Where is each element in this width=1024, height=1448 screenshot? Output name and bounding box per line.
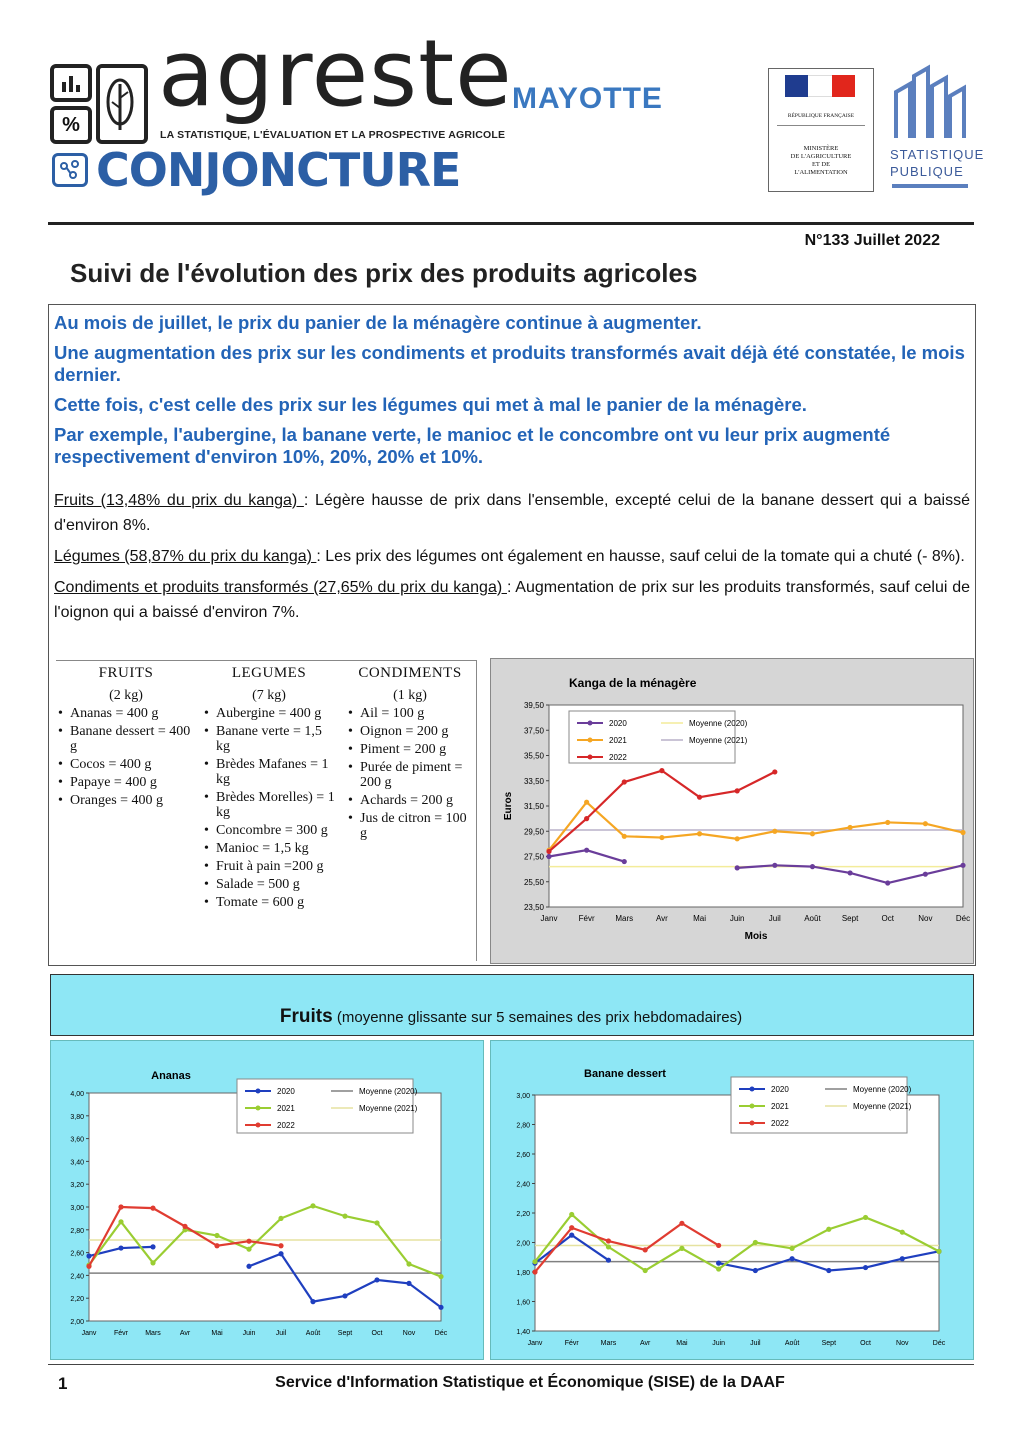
x-tick-label: Mars bbox=[615, 914, 634, 923]
y-tick-label: 3,60 bbox=[70, 1136, 84, 1144]
x-tick-label: Août bbox=[784, 1340, 800, 1347]
data-point bbox=[789, 1256, 794, 1261]
x-tick-label: Janv bbox=[81, 1330, 97, 1337]
data-point bbox=[278, 1251, 283, 1256]
data-point bbox=[936, 1249, 941, 1254]
legend-marker bbox=[588, 721, 593, 726]
legend-marker bbox=[256, 1089, 261, 1094]
y-tick-label: 1,80 bbox=[516, 1270, 530, 1277]
y-tick-label: 3,20 bbox=[70, 1182, 84, 1190]
data-point bbox=[606, 1238, 611, 1243]
data-point bbox=[569, 1233, 574, 1238]
data-point bbox=[863, 1215, 868, 1220]
network-icon bbox=[52, 153, 88, 187]
data-point bbox=[697, 831, 702, 836]
data-point bbox=[679, 1246, 684, 1251]
data-point bbox=[960, 863, 965, 868]
fruits-section-title: Fruits (moyenne glissante sur 5 semaines des prix hebdomadaires) bbox=[279, 1006, 743, 1027]
data-point bbox=[772, 769, 777, 774]
x-tick-label: Mars bbox=[600, 1340, 617, 1347]
data-point bbox=[885, 880, 890, 885]
data-point bbox=[643, 1247, 648, 1252]
data-point bbox=[735, 836, 740, 841]
x-tick-label: Oct bbox=[371, 1330, 383, 1337]
data-point bbox=[278, 1243, 283, 1248]
basket-item: • Oignon = 200 g bbox=[360, 724, 474, 739]
legend-marker bbox=[256, 1106, 261, 1111]
data-point bbox=[659, 768, 664, 773]
x-tick-label: Janv bbox=[527, 1340, 543, 1347]
basket-item: • Tomate = 600 g bbox=[216, 895, 336, 910]
legend-label: 2021 bbox=[771, 1102, 789, 1111]
y-tick-label: 37,50 bbox=[523, 726, 544, 736]
basket-col-weight: (1 kg) bbox=[393, 688, 427, 703]
x-tick-label: Déc bbox=[434, 1330, 448, 1337]
y-tick-label: 2,00 bbox=[70, 1319, 84, 1326]
y-tick-label: 23,50 bbox=[523, 903, 544, 912]
legend-marker bbox=[750, 1121, 755, 1126]
data-point bbox=[86, 1253, 91, 1258]
x-tick-label: Mai bbox=[676, 1340, 688, 1347]
y-tick-label: 2,80 bbox=[516, 1122, 530, 1130]
x-tick-label: Mai bbox=[693, 914, 706, 923]
data-point bbox=[826, 1268, 831, 1273]
data-point bbox=[374, 1220, 379, 1225]
lead-line: Au mois de juillet, le prix du panier de la ménagère continue à augmenter. bbox=[54, 312, 702, 333]
x-tick-label: Juil bbox=[768, 914, 781, 923]
legend-label: 2020 bbox=[609, 719, 627, 728]
basket-item: • Banane dessert = 400 g bbox=[70, 724, 196, 754]
legend-label: Moyenne (2021) bbox=[359, 1104, 418, 1113]
data-point bbox=[847, 870, 852, 875]
y-tick-label: 2,20 bbox=[70, 1296, 84, 1304]
x-tick-label: Avr bbox=[639, 1340, 651, 1347]
data-point bbox=[406, 1281, 411, 1286]
y-tick-label: 2,40 bbox=[516, 1181, 530, 1189]
basket-item: • Brèdes Morelles) = 1 kg bbox=[216, 790, 336, 820]
data-point bbox=[278, 1216, 283, 1221]
y-tick-label: 3,80 bbox=[70, 1113, 84, 1121]
basket-item: • Banane verte = 1,5 kg bbox=[216, 724, 336, 754]
basket-item: • Manioc = 1,5 kg bbox=[216, 841, 336, 856]
basket-col-weight: (2 kg) bbox=[109, 688, 143, 703]
x-tick-label: Janv bbox=[540, 914, 558, 923]
data-point bbox=[584, 800, 589, 805]
x-tick-label: Nov bbox=[918, 914, 933, 923]
data-point bbox=[246, 1247, 251, 1252]
data-point bbox=[606, 1244, 611, 1249]
basket-item: • Papaye = 400 g bbox=[70, 775, 196, 790]
data-point bbox=[622, 834, 627, 839]
y-tick-label: 4,00 bbox=[70, 1091, 84, 1098]
basket-item: • Salade = 500 g bbox=[216, 877, 336, 892]
basket-item: • Achards = 200 g bbox=[360, 793, 474, 808]
page-number: 1 bbox=[58, 1374, 68, 1393]
brand-name: agreste bbox=[158, 20, 513, 127]
data-point bbox=[606, 1258, 611, 1263]
chart-title: Ananas bbox=[151, 1070, 191, 1082]
basket-item: • Piment = 200 g bbox=[360, 742, 474, 757]
data-point bbox=[374, 1277, 379, 1282]
legend-label: Moyenne (2021) bbox=[689, 736, 748, 745]
data-point bbox=[214, 1243, 219, 1248]
basket-item: • Oranges = 400 g bbox=[70, 793, 196, 808]
basket-item: • Cocos = 400 g bbox=[70, 757, 196, 772]
data-point bbox=[772, 829, 777, 834]
legend-marker bbox=[750, 1104, 755, 1109]
lead-line: Cette fois, c'est celle des prix sur les légumes qui met à mal le panier de la ménagère. bbox=[54, 394, 807, 415]
x-tick-label: Déc bbox=[932, 1340, 946, 1347]
data-point bbox=[753, 1268, 758, 1273]
legend-label: 2022 bbox=[277, 1121, 295, 1130]
banane-chart-panel bbox=[490, 1040, 974, 1360]
legend-label: 2021 bbox=[609, 736, 627, 745]
lead-summary bbox=[54, 312, 970, 476]
x-tick-label: Févr bbox=[114, 1330, 128, 1337]
header-rule bbox=[48, 222, 974, 225]
banane-chart bbox=[491, 1041, 973, 1359]
data-point bbox=[810, 831, 815, 836]
x-tick-label: Nov bbox=[402, 1330, 416, 1337]
x-tick-label: Avr bbox=[655, 914, 668, 923]
data-point bbox=[923, 821, 928, 826]
data-point bbox=[810, 864, 815, 869]
x-tick-label: Sept bbox=[337, 1330, 353, 1337]
category-paragraphs bbox=[54, 488, 970, 631]
basket-item: • Ail = 100 g bbox=[360, 706, 474, 721]
y-tick-label: 1,60 bbox=[516, 1299, 530, 1307]
ananas-chart-panel bbox=[50, 1040, 484, 1360]
footer-text: Service d'Information Statistique et Économique (SISE) de la DAAF bbox=[275, 1374, 785, 1391]
data-point bbox=[735, 788, 740, 793]
x-tick-label: Oct bbox=[860, 1340, 871, 1347]
data-point bbox=[438, 1305, 443, 1310]
data-point bbox=[532, 1269, 537, 1274]
data-point bbox=[546, 849, 551, 854]
data-point bbox=[716, 1243, 721, 1248]
legend-label: 2022 bbox=[771, 1119, 789, 1128]
data-point bbox=[214, 1233, 219, 1238]
x-tick-label: Sept bbox=[841, 914, 859, 923]
series-name: CONJONCTURE bbox=[96, 143, 461, 197]
data-point bbox=[789, 1246, 794, 1251]
legend-marker bbox=[588, 738, 593, 743]
legend-marker bbox=[750, 1087, 755, 1092]
data-point bbox=[960, 830, 965, 835]
basket-condiments bbox=[346, 661, 474, 844]
x-tick-label: Juin bbox=[712, 1340, 726, 1347]
y-tick-label: 25,50 bbox=[523, 877, 544, 887]
data-point bbox=[622, 779, 627, 784]
basket-col-title: CONDIMENTS bbox=[358, 665, 462, 681]
basket-legumes bbox=[202, 661, 336, 913]
y-tick-label: 2,80 bbox=[70, 1227, 84, 1235]
data-point bbox=[885, 820, 890, 825]
x-tick-label: Mars bbox=[145, 1330, 161, 1337]
data-point bbox=[584, 816, 589, 821]
data-point bbox=[546, 854, 551, 859]
x-tick-label: Févr bbox=[578, 914, 595, 923]
stat-pub-label: STATISTIQUE PUBLIQUE bbox=[890, 147, 985, 179]
data-point bbox=[679, 1221, 684, 1226]
legend-marker bbox=[256, 1123, 261, 1128]
y-axis-label: Euros bbox=[503, 791, 514, 821]
data-point bbox=[584, 848, 589, 853]
x-tick-label: Sept bbox=[821, 1340, 837, 1347]
data-point bbox=[847, 825, 852, 830]
data-point bbox=[118, 1245, 123, 1250]
data-point bbox=[772, 863, 777, 868]
legend-label: 2021 bbox=[277, 1104, 295, 1113]
legend-label: Moyenne (2020) bbox=[359, 1087, 418, 1096]
brand-tagline: LA STATISTIQUE, L'ÉVALUATION ET LA PROSPECTIVE AGRICOLE bbox=[160, 129, 506, 141]
y-tick-label: 2,00 bbox=[516, 1240, 530, 1248]
kanga-chart bbox=[491, 659, 973, 963]
y-tick-label: 2,60 bbox=[516, 1152, 530, 1159]
legend-label: 2020 bbox=[277, 1087, 295, 1096]
basket-fruits bbox=[56, 661, 196, 811]
lead-line: Une augmentation des prix sur les condiments et produits transformés avait déjà été constatée, le mois dernier. bbox=[54, 342, 965, 385]
x-tick-label: Juil bbox=[275, 1330, 287, 1337]
data-point bbox=[900, 1230, 905, 1235]
republic-label: RÉPUBLIQUE FRANÇAISE bbox=[787, 113, 855, 119]
data-point bbox=[569, 1225, 574, 1230]
x-tick-label: Avr bbox=[179, 1330, 191, 1337]
legend-label: Moyenne (2020) bbox=[689, 719, 748, 728]
x-tick-label: Août bbox=[804, 914, 821, 923]
data-point bbox=[735, 865, 740, 870]
data-point bbox=[923, 872, 928, 877]
y-tick-label: 3,40 bbox=[70, 1159, 84, 1167]
basket-item: • Purée de piment = 200 g bbox=[360, 760, 474, 790]
basket-item: • Ananas = 400 g bbox=[70, 706, 196, 721]
issue-number: N°133 Juillet 2022 bbox=[804, 232, 940, 249]
x-tick-label: Févr bbox=[564, 1340, 579, 1347]
data-point bbox=[716, 1261, 721, 1266]
x-tick-label: Mai bbox=[211, 1330, 223, 1337]
y-tick-label: 29,50 bbox=[523, 827, 544, 837]
data-point bbox=[310, 1299, 315, 1304]
basket-item: • Jus de citron = 100 g bbox=[360, 811, 474, 841]
data-point bbox=[406, 1261, 411, 1266]
y-tick-label: 2,60 bbox=[70, 1250, 84, 1258]
data-point bbox=[532, 1259, 537, 1264]
x-tick-label: Juil bbox=[750, 1340, 761, 1347]
y-tick-label: 3,00 bbox=[70, 1205, 84, 1212]
data-point bbox=[569, 1212, 574, 1217]
data-point bbox=[643, 1268, 648, 1273]
data-point bbox=[622, 859, 627, 864]
x-tick-label: Nov bbox=[896, 1340, 909, 1347]
ministry-logo bbox=[768, 68, 874, 192]
data-point bbox=[118, 1219, 123, 1224]
x-tick-label: Août bbox=[305, 1330, 321, 1337]
data-point bbox=[438, 1274, 443, 1279]
data-point bbox=[659, 835, 664, 840]
leaf-icon bbox=[96, 64, 148, 144]
bar-chart-icon bbox=[50, 64, 92, 102]
basket-item: • Fruit à pain =200 g bbox=[216, 859, 336, 874]
data-point bbox=[863, 1265, 868, 1270]
data-point bbox=[150, 1260, 155, 1265]
data-point bbox=[86, 1264, 91, 1269]
legend-label: Moyenne (2020) bbox=[853, 1085, 912, 1094]
basket-col-title: LEGUMES bbox=[231, 665, 307, 681]
y-tick-label: 1,40 bbox=[516, 1329, 530, 1336]
french-flag-icon bbox=[785, 75, 855, 97]
percent-icon: % bbox=[50, 106, 92, 144]
data-point bbox=[900, 1256, 905, 1261]
ministry-name: MINISTÈRE DE L'AGRICULTURE ET DE L'ALIMENTATION bbox=[790, 145, 852, 176]
data-point bbox=[310, 1203, 315, 1208]
legend-label: Moyenne (2021) bbox=[853, 1102, 912, 1111]
legend-marker bbox=[588, 755, 593, 760]
basket-composition bbox=[56, 660, 477, 961]
fruits-paragraph: Fruits (13,48% du prix du kanga) : Légère hausse de prix dans l'ensemble, excepté celui de la banane dessert qui a baissé d'environ 8%. bbox=[54, 492, 971, 534]
basket-item: • Brèdes Mafanes = 1 kg bbox=[216, 757, 336, 787]
y-tick-label: 39,50 bbox=[523, 701, 544, 710]
x-tick-label: Juin bbox=[729, 914, 745, 923]
data-point bbox=[150, 1206, 155, 1211]
lead-line: Par exemple, l'aubergine, la banane verte, le manioc et le concombre ont vu leur prix augmenté respectivement d'environ 10%, 20%, 20% et 10%. bbox=[54, 424, 891, 467]
ananas-chart bbox=[51, 1041, 483, 1359]
y-tick-label: 31,50 bbox=[523, 802, 544, 811]
data-point bbox=[697, 795, 702, 800]
chart-title: Kanga de la ménagère bbox=[569, 676, 697, 690]
data-point bbox=[342, 1214, 347, 1219]
data-point bbox=[182, 1224, 187, 1229]
x-tick-label: Déc bbox=[955, 914, 971, 923]
buildings-icon bbox=[888, 62, 972, 142]
legumes-paragraph: Légumes (58,87% du prix du kanga) : Les prix des légumes ont également en hausse, sauf celui de la tomate qui a chuté (- 8%). bbox=[54, 548, 965, 565]
x-axis-label: Mois bbox=[744, 931, 768, 942]
x-tick-label: Juin bbox=[242, 1330, 256, 1337]
basket-col-title: FRUITS bbox=[98, 665, 154, 681]
y-tick-label: 2,40 bbox=[70, 1273, 84, 1281]
y-tick-label: 35,50 bbox=[523, 751, 544, 761]
page-title: Suivi de l'évolution des prix des produits agricoles bbox=[70, 258, 698, 288]
legend-label: 2020 bbox=[771, 1085, 789, 1094]
data-point bbox=[246, 1239, 251, 1244]
basket-item: • Aubergine = 400 g bbox=[216, 706, 336, 721]
legend-label: 2022 bbox=[609, 753, 627, 762]
data-point bbox=[150, 1244, 155, 1249]
data-point bbox=[753, 1240, 758, 1245]
data-point bbox=[246, 1264, 251, 1269]
basket-col-weight: (7 kg) bbox=[252, 688, 286, 703]
y-tick-label: 3,00 bbox=[516, 1093, 530, 1100]
y-tick-label: 2,20 bbox=[516, 1211, 530, 1218]
data-point bbox=[716, 1266, 721, 1271]
kanga-chart-panel bbox=[490, 658, 974, 964]
condiments-paragraph: Condiments et produits transformés (27,65% du prix du kanga) : Augmentation de prix sur les produits transformés, sauf celui de l'oignon qui a baissé d'environ 7%. bbox=[54, 579, 970, 621]
data-point bbox=[118, 1204, 123, 1209]
y-tick-label: 33,50 bbox=[523, 776, 544, 786]
x-tick-label: Oct bbox=[881, 914, 894, 923]
statistique-publique-logo bbox=[888, 62, 985, 192]
footer-rule bbox=[48, 1364, 974, 1365]
region-name: MAYOTTE bbox=[512, 82, 663, 115]
y-tick-label: 27,50 bbox=[523, 852, 544, 862]
data-point bbox=[342, 1293, 347, 1298]
basket-item: • Concombre = 300 g bbox=[216, 823, 336, 838]
chart-title: Banane dessert bbox=[584, 1068, 666, 1080]
data-point bbox=[826, 1227, 831, 1232]
